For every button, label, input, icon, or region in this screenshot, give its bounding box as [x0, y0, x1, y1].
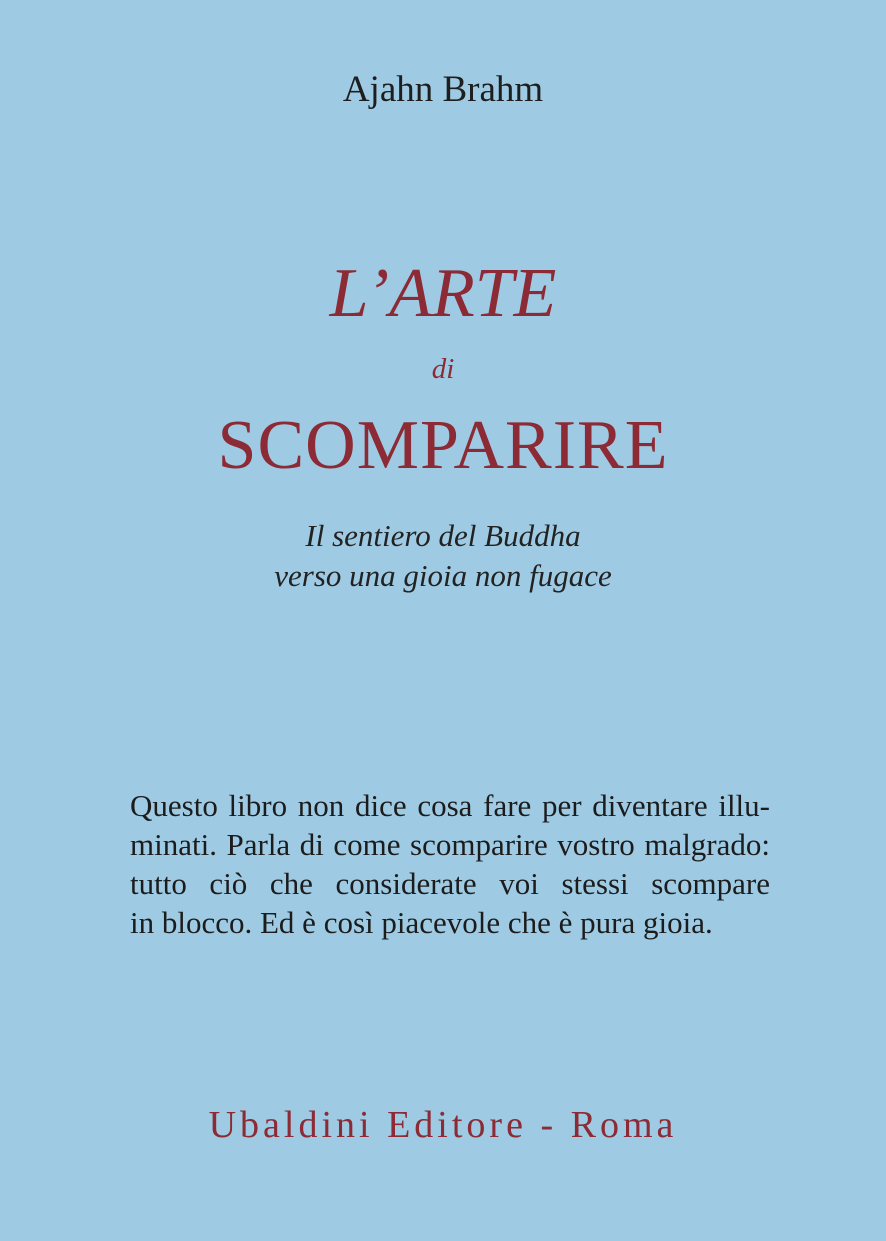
blurb-line: in blocco. Ed è così piacevole che è pura gioia.	[130, 905, 713, 940]
subtitle-line-2: verso una gioia non fugace	[274, 558, 612, 593]
cover-blurb	[130, 786, 770, 942]
subtitle-line-1: Il sentiero del Buddha	[305, 518, 581, 553]
book-title-line-2: SCOMPARIRE	[217, 407, 669, 484]
book-title-connector: di	[431, 353, 455, 385]
blurb-line: Questo libro non dice cosa fare per diventare illu-	[130, 788, 770, 823]
book-title-line-1: L’ARTE	[329, 255, 557, 332]
blurb-line: minati. Parla di come scomparire vostro malgrado:	[130, 827, 770, 862]
blurb-line: tutto ciò che considerate voi stessi scompare	[130, 866, 770, 901]
publisher-name: Ubaldini Editore - Roma	[208, 1104, 678, 1146]
author-name: Ajahn Brahm	[342, 69, 544, 110]
